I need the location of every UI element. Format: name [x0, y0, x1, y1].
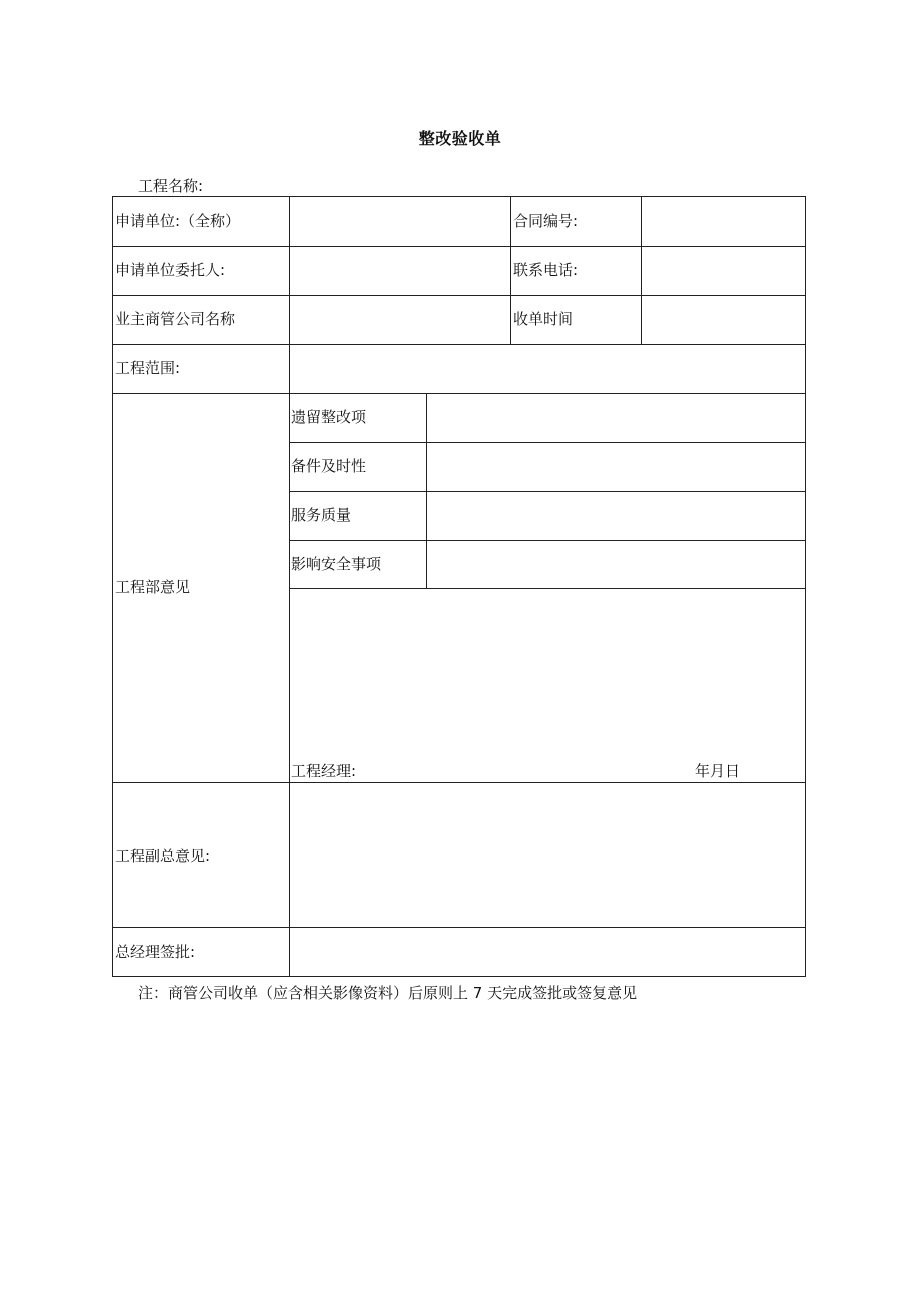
service-quality-label: 服务质量	[291, 506, 352, 524]
page-title: 整改验收单	[418, 129, 502, 148]
row-divider	[113, 295, 805, 296]
row-divider	[113, 393, 805, 394]
row-divider	[289, 491, 805, 492]
safety-impact-label: 影响安全事项	[291, 555, 382, 573]
row-divider	[113, 782, 805, 783]
acceptance-form-table	[112, 196, 806, 977]
col-divider	[510, 197, 511, 344]
contact-phone-label: 联系电话:	[513, 261, 579, 279]
applicant-unit-field[interactable]	[290, 199, 509, 245]
engineering-opinion-field[interactable]	[290, 590, 803, 758]
row-divider	[113, 927, 805, 928]
contact-phone-field[interactable]	[642, 248, 802, 294]
row-divider	[289, 588, 805, 589]
project-name-label: 工程名称:	[138, 177, 204, 195]
owner-company-field[interactable]	[290, 297, 509, 343]
applicant-delegate-label: 申请单位委托人:	[115, 261, 226, 279]
row-divider	[289, 540, 805, 541]
leftover-rectification-label: 遗留整改项	[291, 408, 367, 426]
engineering-dept-label: 工程部意见	[115, 578, 191, 596]
contract-no-field[interactable]	[642, 199, 802, 245]
receipt-time-label: 收单时间	[513, 310, 574, 328]
gm-approval-label: 总经理签批:	[115, 943, 196, 961]
safety-impact-field[interactable]	[427, 542, 803, 587]
leftover-rectification-field[interactable]	[427, 395, 803, 441]
row-divider	[289, 442, 805, 443]
spare-parts-timeliness-field[interactable]	[427, 444, 803, 490]
row-divider	[113, 344, 805, 345]
project-scope-field[interactable]	[290, 346, 803, 392]
spare-parts-timeliness-label: 备件及时性	[291, 457, 367, 475]
applicant-unit-label: 申请单位:（全称）	[115, 212, 241, 230]
engineering-manager-label: 工程经理:	[291, 762, 357, 780]
date-label: 年月日	[695, 762, 741, 780]
project-scope-label: 工程范围:	[115, 359, 181, 377]
deputy-gm-opinion-label: 工程副总意见:	[115, 847, 211, 865]
gm-approval-field[interactable]	[290, 929, 803, 975]
receipt-time-field[interactable]	[642, 297, 802, 343]
deputy-gm-opinion-field[interactable]	[290, 784, 803, 926]
footnote: 注：商管公司收单（应含相关影像资料）后原则上 7 天完成签批或签复意见	[138, 984, 638, 1002]
contract-no-label: 合同编号:	[513, 212, 579, 230]
row-divider	[113, 246, 805, 247]
applicant-delegate-field[interactable]	[290, 248, 509, 294]
service-quality-field[interactable]	[427, 493, 803, 539]
owner-company-label: 业主商管公司名称	[115, 310, 236, 328]
